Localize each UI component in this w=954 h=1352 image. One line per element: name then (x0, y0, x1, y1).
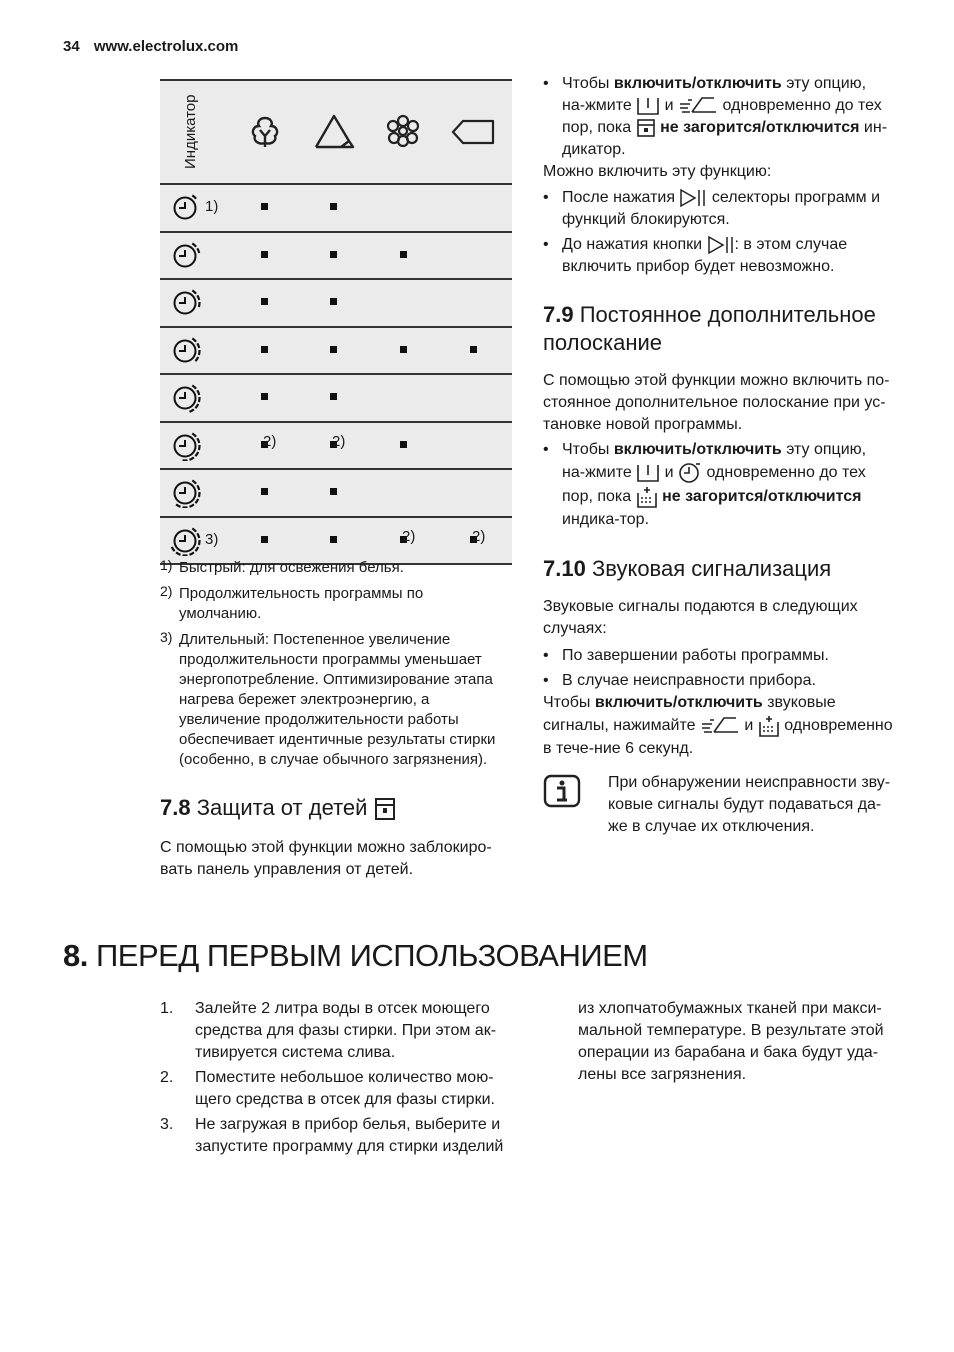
time-manager-icon (170, 288, 202, 318)
indicator-mark (330, 203, 337, 210)
indicator-mark (400, 441, 407, 448)
text: одновременно в тече-ние 6 секунд. (543, 717, 893, 757)
text: Чтобы (562, 441, 614, 458)
text: До нажатия кнопки (562, 236, 703, 253)
indicator-label: Индикатор (182, 94, 199, 169)
rinse-indicator-icon (636, 485, 658, 509)
info-text: При обнаружении неисправности зву-ковые сигналы будут подаваться да-же в случае их отключения. (608, 774, 891, 835)
section-8-heading (63, 938, 648, 974)
text: одновременно до тех пор, пока (562, 464, 866, 506)
section-title: ПЕРЕД ПЕРВЫМ ИСПОЛЬЗОВАНИЕМ (95, 938, 648, 973)
child-lock-icon (636, 118, 656, 138)
list-item (543, 234, 888, 278)
mark-footnote-ref: 2) (263, 432, 277, 450)
indicator-mark (470, 346, 477, 353)
section-title: Постоянное дополнительное полоскание (543, 302, 876, 355)
child-lock-icon (374, 797, 396, 821)
bullet: • (543, 236, 549, 253)
list-item (160, 998, 510, 1064)
indicator-mark (261, 393, 268, 400)
bold-text: включить/отключить (613, 75, 782, 92)
item-number: 3. (160, 1116, 174, 1133)
indicator-mark (330, 251, 337, 258)
start-pause-icon (679, 188, 707, 208)
text: После нажатия (562, 189, 675, 206)
delicates-icon (386, 114, 420, 148)
footnote-num: 3) (160, 629, 173, 645)
indicator-mark (261, 346, 268, 353)
section-number: 8. (63, 938, 88, 973)
section-7-9-text: С помощью этой функции можно включить по-стоянное дополнительное полоскание при ус-тановке новой программы. (543, 372, 890, 433)
extra-rinse-icon (700, 716, 740, 736)
bold-text: включить/отключить (613, 441, 782, 458)
section-number: 7.10 (543, 556, 586, 581)
text: : в этом случае включить прибор будет невозможно. (562, 236, 848, 275)
footnote-2 (160, 584, 449, 624)
table-row (160, 470, 512, 518)
time-manager-icon (170, 526, 202, 556)
section-number: 7.9 (543, 302, 574, 327)
indicator-mark (330, 488, 337, 495)
text: ин-дикатор. (562, 119, 888, 158)
power-button-icon (636, 96, 660, 116)
item-text: Залейте 2 литра воды в отсек моющего средства для фазы стирки. При этом ак-тивируется система слива. (195, 1000, 497, 1061)
text: и (744, 717, 754, 735)
section-7-9-heading (543, 301, 888, 357)
footnote-num: 1) (160, 557, 173, 573)
section-7-10-heading (543, 556, 831, 582)
site-url: www.electrolux.com (93, 38, 239, 55)
bullet: • (543, 672, 549, 689)
table-row (160, 280, 512, 328)
start-pause-icon (707, 235, 735, 255)
text: индика-тор. (562, 511, 650, 528)
mark-footnote-ref: 2) (472, 527, 486, 545)
section-title: Звуковая сигнализация (591, 556, 832, 581)
indicator-mark (330, 346, 337, 353)
time-manager-icon (170, 241, 202, 271)
footnote-1 (160, 558, 509, 578)
list-item (543, 73, 888, 161)
info-icon (543, 774, 581, 808)
indicator-mark (261, 251, 268, 258)
bullet-text: В случае неисправности прибора. (562, 672, 816, 689)
indicator-mark (400, 251, 407, 258)
extra-rinse-icon (678, 96, 718, 116)
synthetics-icon (313, 113, 355, 149)
table-header (160, 81, 512, 185)
time-manager-icon (678, 461, 702, 485)
bullet-text: По завершении работы программы. (562, 647, 829, 664)
text: селекторы программ и функций блокируются. (562, 189, 881, 228)
footnote-text: Быстрый: для освежения белья. (179, 559, 404, 576)
bullet-text (562, 234, 888, 278)
list-item (543, 187, 888, 231)
section-7-10-text: Звуковые сигналы подаются в следующих случаях: (543, 598, 858, 637)
page-number: 34 (63, 38, 80, 55)
table-row (160, 185, 512, 233)
text: звуковые сигналы, нажимайте (543, 694, 836, 735)
text: эту опцию, на-жмите (562, 75, 867, 114)
page-header (63, 38, 248, 55)
item-text: Не загружая в прибор белья, выберите и запустите программу для стирки изделий (195, 1116, 504, 1155)
list-item (160, 1114, 510, 1158)
indicator-mark (261, 298, 268, 305)
power-button-icon (636, 463, 660, 483)
section-title: Защита от детей (196, 795, 368, 820)
wool-icon (451, 119, 495, 145)
table-row (160, 423, 512, 471)
bullet: • (543, 647, 549, 664)
text: Чтобы (543, 694, 595, 711)
text: и (664, 464, 674, 482)
bullet-text (562, 439, 893, 531)
mark-footnote-ref: 2) (402, 527, 416, 545)
section-7-8-heading (160, 795, 396, 821)
bold-text: не загорится/отключится (660, 119, 860, 136)
row-footnote-ref: 3) (205, 530, 219, 548)
item-number: 2. (160, 1069, 174, 1086)
mark-footnote-ref: 2) (332, 432, 346, 450)
text: и (664, 97, 674, 114)
footnote-num: 2) (160, 583, 173, 599)
table-body (160, 185, 512, 565)
can-enable-text: Можно включить эту функцию: (543, 163, 772, 180)
bullet: • (543, 441, 549, 458)
bullet-text (562, 187, 888, 231)
table-row (160, 233, 512, 281)
section-8-continuation: из хлопчатобумажных тканей при макси-мальной температуре. В результате этой операции из барабана и бака будут уда-лены все загрязнения. (578, 1000, 884, 1083)
indicator-mark (261, 536, 268, 543)
footnote-3 (160, 630, 511, 770)
bullet: • (543, 189, 549, 206)
bold-text: не загорится/отключится (662, 488, 862, 506)
footnote-text: Продолжительность программы по умолчанию. (179, 585, 424, 622)
bullet-text (562, 73, 888, 161)
text: эту опцию, на-жмите (562, 441, 867, 482)
time-manager-icon (170, 193, 202, 223)
footnote-text: Длительный: Постепенное увеличение продолжительности программы уменьшает энергопотребление. Оптимизирование этапа нагрева бережет электроэнергию, а увеличение продолжительности работы обеспечивает идентичные результаты стирки (особенно, в случае обычного загрязнения). (179, 631, 496, 768)
list-item (543, 439, 893, 531)
section-7-8-text: С помощью этой функции можно заблокиро-вать панель управления от детей. (160, 839, 492, 878)
time-manager-icon (170, 431, 202, 461)
indicator-mark (330, 393, 337, 400)
cotton-icon (249, 114, 281, 148)
bullet: • (543, 75, 549, 92)
list-item (543, 670, 888, 692)
rinse-indicator-icon (758, 714, 780, 738)
text: Чтобы (562, 75, 614, 92)
item-text: Поместите небольшое количество мою-щего средства в отсек для фазы стирки. (195, 1069, 495, 1108)
time-manager-icon (170, 336, 202, 366)
bold-text: включить/отключить (594, 694, 763, 711)
indicator-mark (261, 203, 268, 210)
programme-indicator-table (160, 79, 512, 565)
section-number: 7.8 (160, 795, 191, 820)
time-manager-icon (170, 478, 202, 508)
indicator-mark (330, 536, 337, 543)
indicator-mark (261, 488, 268, 495)
list-item (543, 645, 888, 667)
list-item (160, 1067, 510, 1111)
item-number: 1. (160, 1000, 174, 1017)
time-manager-icon (170, 383, 202, 413)
text: одновременно до тех пор, пока (562, 97, 882, 136)
row-footnote-ref: 1) (205, 198, 219, 215)
table-row (160, 375, 512, 423)
indicator-mark (330, 298, 337, 305)
indicator-mark (400, 346, 407, 353)
sound-toggle-text (543, 692, 895, 760)
table-row (160, 328, 512, 376)
